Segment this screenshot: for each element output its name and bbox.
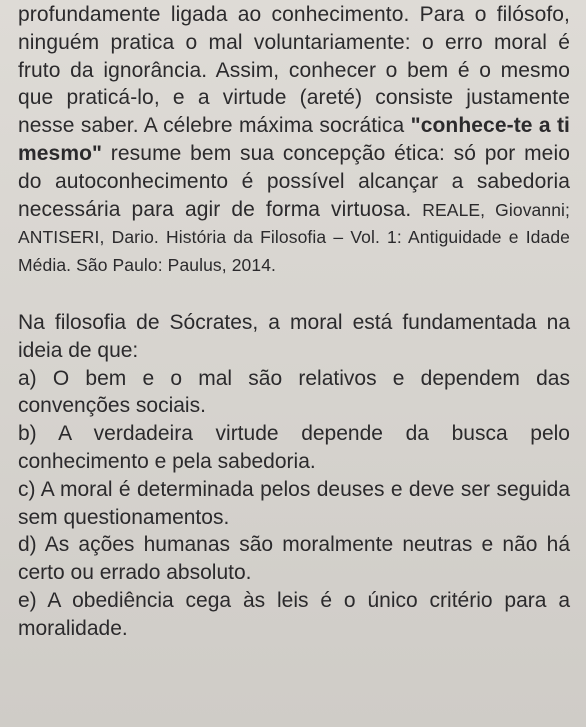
option-b: b) A verdadeira virtude depende da busca pelo conhecimento e pela sabedoria.	[18, 422, 570, 473]
passage-citation: REALE, Giovanni; ANTISERI, Dario. História da Filosofia – Vol. 1: Antiguidade e Idade Média. São Paulo: Paulus, 2014.	[18, 199, 570, 276]
option-d: d) As ações humanas são moralmente neutras e não há certo ou errado absoluto.	[18, 533, 570, 585]
question-stem: Na filosofia de Sócrates, a moral está fundamentada na ideia de que:	[18, 310, 570, 362]
option-c: c) A moral é determinada pelos deuses e deve ser seguida sem questionamentos.	[18, 477, 570, 529]
passage-text-part-2: resume bem sua concepção ética: só por meio do autoconhecimento é possível alcançar a sabedoria necessária para agir de forma virtuosa.	[18, 141, 570, 221]
passage-text-part-1: profundamente ligada ao conhecimento. Para o filósofo, ninguém pratica o mal voluntariamente: o erro moral é fruto da ignorância. Assim, conhecer o bem é o mesmo que praticá-lo, e a virtude (areté) consiste justamente nesse saber. A célebre máxima socrática	[18, 3, 570, 138]
option-a: a) O bem e o mal são relativos e dependem das convenções sociais.	[18, 366, 570, 418]
passage-text	[18, 0, 570, 279]
option-e: e) A obediência cega às leis é o único critério para a moralidade.	[18, 588, 570, 640]
answer-options	[18, 365, 570, 643]
socratic-maxim: "conhece-te a ti mesmo"	[18, 114, 570, 165]
